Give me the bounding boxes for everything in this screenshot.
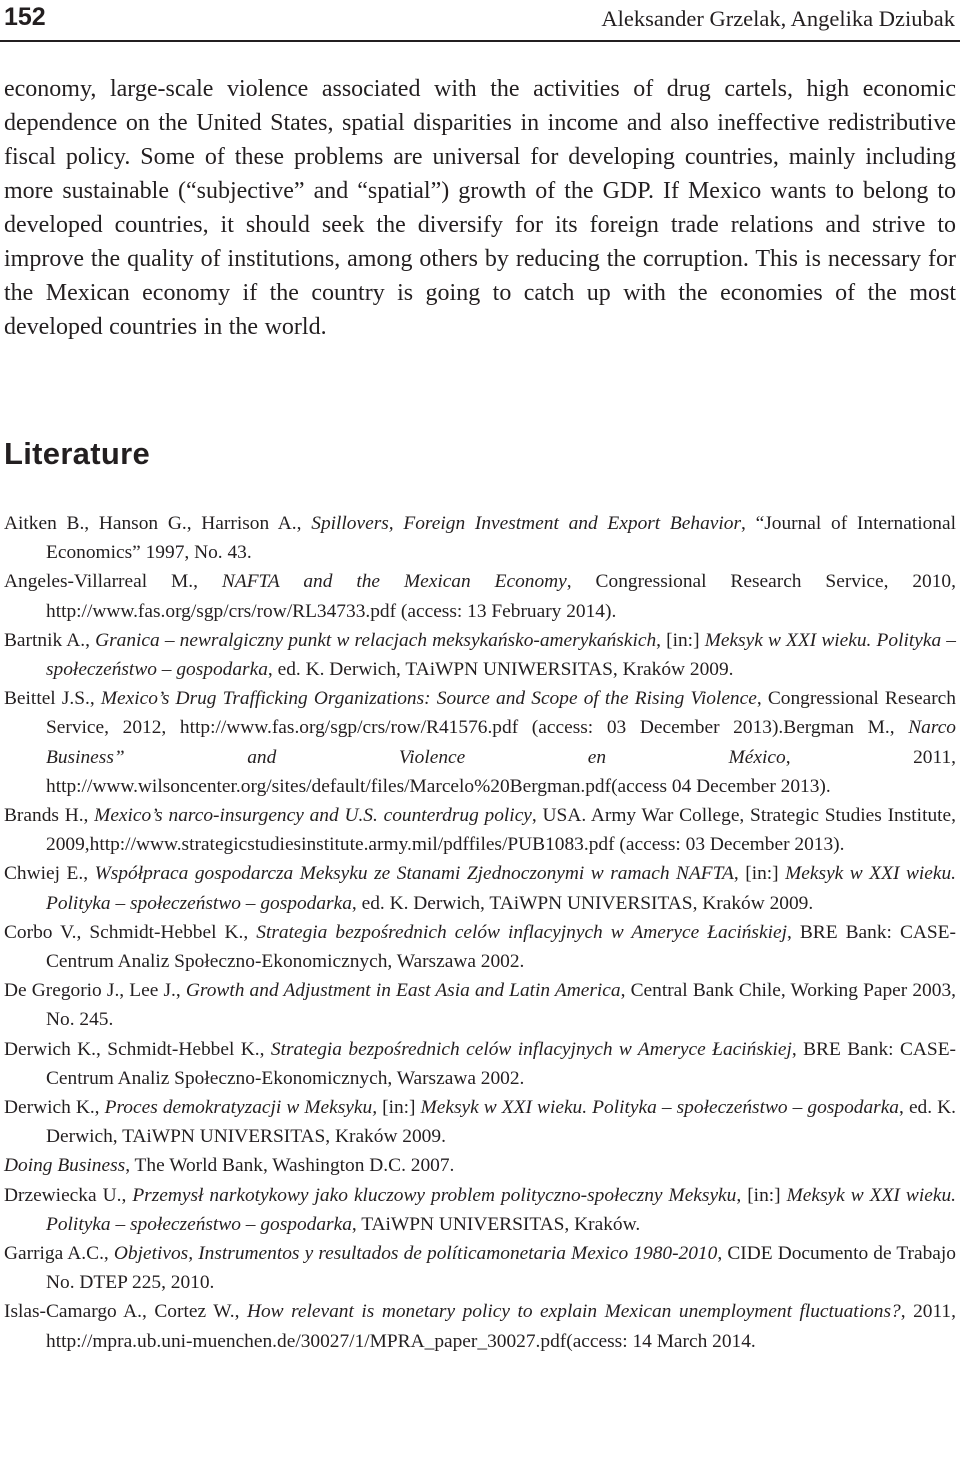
section-heading-literature: Literature [4, 436, 150, 471]
header-rule [0, 40, 960, 42]
reference-item: Beittel J.S., Mexico’s Drug Trafficking Organizations: Source and Scope of the Rising Violence, Congressional Research Service, 2012, http://www.fas.org/sgp/crs/row/R41576.pdf (access: 03 December 2013).Bergman M., Narco Business” and Violence en México, 2011, http://www.wilsoncenter.org/sites/default/files/Marcelo%20Bergman.pdf(access 04 December 2013). [4, 688, 956, 797]
reference-item: Corbo V., Schmidt-Hebbel K., Strategia bezpośrednich celów inflacyjnych w Ameryce Łacińskiej, BRE Bank: CASE-Centrum Analiz Społeczno-Ekonomicznych, Warszawa 2002. [4, 921, 956, 973]
reference-item: Angeles-Villarreal M., NAFTA and the Mexican Economy, Congressional Research Service, 2010, http://www.fas.org/sgp/crs/row/RL34733.pdf (access: 13 February 2014). [4, 571, 956, 622]
reference-item: Drzewiecka U., Przemysł narkotykowy jako kluczowy problem polityczno-społeczny Meksyku, [in:] Meksyk w XXI wieku. Polityka – społeczeństwo – gospodarka, TAiWPN UNIVERSITAS, Kraków. [4, 1184, 956, 1235]
reference-item: Chwiej E., Współpraca gospodarcza Meksyku ze Stanami Zjednoczonymi w ramach NAFTA, [in:] Meksyk w XXI wieku. Polityka – społeczeństwo – gospodarka, ed. K. Derwich, TAiWPN UNIVERSITAS, Kraków 2009. [4, 863, 957, 914]
running-head-authors: Aleksander Grzelak, Angelika Dziubak [601, 6, 955, 31]
page-header [0, 0, 960, 40]
reference-list [4, 509, 956, 1356]
reference-item: Brands H., Mexico’s narco-insurgency and U.S. counterdrug policy, USA. Army War College, Strategic Studies Institute, 2009,http://www.strategicstudiesinstitute.army.mil/pdffiles/PUB1083.pdf (access: 03 December 2013). [4, 805, 956, 856]
reference-item: Derwich K., Proces demokratyzacji w Meksyku, [in:] Meksyk w XXI wieku. Polityka – społeczeństwo – gospodarka, ed. K. Derwich, TAiWPN UNIVERSITAS, Kraków 2009. [4, 1097, 957, 1148]
reference-item: De Gregorio J., Lee J., Growth and Adjustment in East Asia and Latin America, Central Bank Chile, Working Paper 2003, No. 245. [4, 980, 956, 1031]
reference-item: Aitken B., Hanson G., Harrison A., Spillovers, Foreign Investment and Export Behavior, “Journal of International Economics” 1997, No. 43. [4, 513, 956, 564]
page-number: 152 [4, 3, 46, 31]
reference-item: Doing Business, The World Bank, Washington D.C. 2007. [4, 1155, 455, 1177]
body-paragraph: economy, large-scale violence associated with the activities of drug cartels, high economic dependence on the United States, spatial disparities in income and also ineffective redistributive fiscal policy. Some of these problems are universal for developing countries, mainly including more sustainable (“subjective” and “spatial”) growth of the GDP. If Mexico wants to belong to developed countries, it should seek the diversify for its foreign trade relations and strive to improve the quality of institutions, among others by reducing the corruption. This is necessary for the Mexican economy if the country is going to catch up with the economies of the most developed countries in the world. [4, 76, 956, 340]
reference-item: Islas-Camargo A., Cortez W., How relevant is monetary policy to explain Mexican unemployment fluctuations?, 2011, http://mpra.ub.uni-muenchen.de/30027/1/MPRA_paper_30027.pdf(access: 14 March 2014. [4, 1301, 956, 1352]
reference-item: Bartnik A., Granica – newralgiczny punkt w relacjach meksykańsko-amerykańskich, [in:] Meksyk w XXI wieku. Polityka – społeczeństwo – gospodarka, ed. K. Derwich, TAiWPN UNIWERSITAS, Kraków 2009. [4, 629, 956, 681]
reference-item: Derwich K., Schmidt-Hebbel K., Strategia bezpośrednich celów inflacyjnych w Ameryce Łacińskiej, BRE Bank: CASE-Centrum Analiz Społeczno-Ekonomicznych, Warszawa 2002. [4, 1038, 956, 1089]
reference-item: Garriga A.C., Objetivos, Instrumentos y resultados de políticamonetaria Mexico 1980-2010, CIDE Documento de Trabajo No. DTEP 225, 2010. [4, 1243, 956, 1294]
